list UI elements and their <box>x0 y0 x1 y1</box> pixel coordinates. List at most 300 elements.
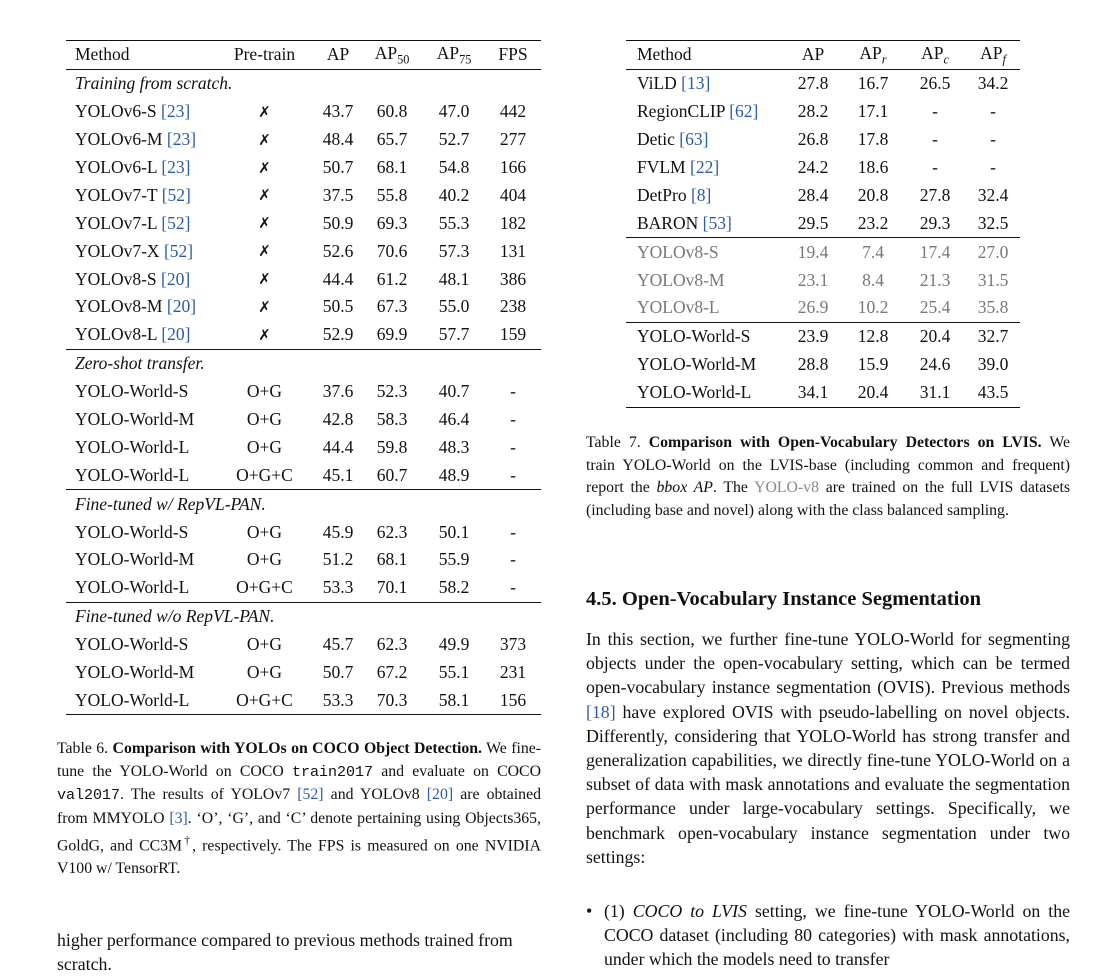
table-row <box>626 238 1020 266</box>
ap-cell: 28.4 <box>797 184 829 205</box>
ap75-cell: 48.9 <box>438 464 470 485</box>
method-name: DetPro <box>637 184 691 205</box>
ap50-cell: 58.3 <box>376 409 408 430</box>
method-name: YOLOv8-M <box>75 296 167 317</box>
ap75-cell: 55.9 <box>438 549 470 570</box>
ap-cell: 42.8 <box>322 409 354 430</box>
caption-gray-text: YOLO-v8 <box>754 479 820 496</box>
caption-text: We fine-tune the YOLO-World on COCO <box>57 740 542 780</box>
table6-section-row <box>66 490 541 518</box>
method-name: YOLOv7-T <box>75 184 162 205</box>
caption-text: . ‘O’, ‘G’, and ‘C’ denote pertaining using Objects365, GoldG, and CC3M <box>57 809 541 855</box>
ap50-cell: 69.3 <box>376 212 408 233</box>
method-name: ViLD <box>637 73 682 94</box>
apc-cell: 21.3 <box>919 269 951 290</box>
header-apc: $AP_c$ <box>921 42 949 67</box>
method-cell <box>66 574 214 602</box>
method-name: YOLO-World-L <box>75 436 190 457</box>
method-name: YOLOv7-X <box>75 240 164 261</box>
bullet-marker: • <box>586 901 593 921</box>
ap75-cell: 48.3 <box>438 436 470 457</box>
ap75-cell: 58.1 <box>438 689 470 710</box>
citation-link[interactable]: [20] <box>166 296 197 317</box>
caption-text: . The <box>712 479 755 496</box>
apc-cell: 25.4 <box>919 297 951 318</box>
caption-code: val2017 <box>57 787 121 804</box>
table-6 <box>66 40 541 715</box>
table-row <box>626 209 1020 237</box>
fps-cell: 373 <box>499 634 527 655</box>
pretrain-cell: O+G <box>246 634 283 655</box>
ap50-cell: 59.8 <box>376 436 408 457</box>
method-cell <box>66 686 214 714</box>
header-fps: FPS <box>498 44 528 65</box>
method-cell <box>626 181 784 209</box>
pretrain-cell: ✗ <box>258 270 271 289</box>
caption-text: . The results of YOLOv7 <box>120 786 298 803</box>
ap50-cell: 61.2 <box>376 268 408 289</box>
table-row <box>626 266 1020 294</box>
ap50-cell: 67.3 <box>376 296 408 317</box>
section-paragraph <box>586 627 1070 869</box>
ap-cell: 53.3 <box>322 577 354 598</box>
citation-link[interactable]: [62] <box>729 101 759 122</box>
method-cell <box>66 518 214 546</box>
citation-link[interactable]: [20] <box>426 786 454 803</box>
method-cell <box>66 406 214 434</box>
method-cell <box>626 154 784 182</box>
bullet-item <box>604 899 1070 972</box>
citation-link[interactable]: [52] <box>161 184 191 205</box>
method-name: YOLO-World-S <box>75 634 189 655</box>
section-label: Fine-tuned w/ RepVL-PAN. <box>75 493 266 514</box>
ap-cell: 28.2 <box>797 101 829 122</box>
table-row <box>626 154 1020 182</box>
method-cell <box>66 433 214 461</box>
apr-cell: 15.9 <box>857 354 889 375</box>
fps-cell: - <box>510 409 516 430</box>
ap-cell: 48.4 <box>322 129 354 150</box>
citation-link[interactable]: [52] <box>161 212 191 233</box>
apf-cell: 27.0 <box>977 241 1009 262</box>
ap75-cell: 55.1 <box>438 662 470 683</box>
method-name: YOLOv8-L <box>637 297 720 318</box>
pretrain-cell: ✗ <box>258 214 271 233</box>
ap75-cell: 52.7 <box>438 129 470 150</box>
method-cell <box>66 378 214 406</box>
method-name: YOLO-World-M <box>75 662 195 683</box>
method-cell <box>66 265 214 293</box>
fps-cell: - <box>510 549 516 570</box>
pretrain-cell: O+G <box>246 662 283 683</box>
ap-cell: 26.9 <box>797 297 829 318</box>
table-row <box>66 631 541 659</box>
ap-cell: 50.5 <box>322 296 354 317</box>
table-row <box>626 351 1020 379</box>
ap50-cell: 68.1 <box>376 157 408 177</box>
method-cell <box>66 98 214 126</box>
table6-section-row <box>66 602 541 630</box>
ap-cell: 27.8 <box>797 73 829 94</box>
citation-link[interactable]: [23] <box>161 101 191 122</box>
ap-cell: 23.1 <box>797 269 829 290</box>
apc-cell: - <box>932 129 938 150</box>
header-apr: $AP_r$ <box>859 42 887 67</box>
method-cell <box>66 546 214 574</box>
citation-link[interactable]: [52] <box>163 240 194 261</box>
method-name: YOLOv6-S <box>75 101 162 122</box>
method-cell <box>66 181 214 209</box>
ap-cell: 26.8 <box>797 129 829 150</box>
ap75-cell: 54.8 <box>438 157 470 177</box>
pretrain-cell: ✗ <box>258 102 271 121</box>
table-row <box>626 322 1020 350</box>
table-row <box>66 209 541 237</box>
ap50-cell: 62.3 <box>376 521 408 542</box>
pretrain-cell: ✗ <box>258 297 271 316</box>
fps-cell: 442 <box>499 101 527 122</box>
method-name: YOLO-World-L <box>75 689 190 710</box>
header-apf: $AP_f$ <box>980 42 1006 67</box>
pretrain-cell: ✗ <box>258 130 271 149</box>
table-row <box>66 518 541 546</box>
apf-cell: 31.5 <box>977 269 1009 290</box>
ap50-cell: 69.9 <box>376 324 408 345</box>
table-row <box>66 154 541 182</box>
table6-section-row <box>66 69 541 97</box>
bullet-emphasis: COCO to LVIS <box>632 901 747 921</box>
ap50-cell: 70.6 <box>376 240 408 261</box>
dagger-mark: † <box>182 835 193 847</box>
ap50-cell: 68.1 <box>376 549 408 570</box>
method-cell <box>66 461 214 489</box>
citation-link[interactable]: [53] <box>702 212 732 233</box>
ap50-cell: 60.8 <box>376 101 408 122</box>
apf-cell: 32.7 <box>977 326 1009 347</box>
apr-cell: 12.8 <box>857 326 889 347</box>
caption-text: are trained on the full LVIS datasets (including base and novel) along with the class balanced sampling. <box>586 479 1070 519</box>
caption-code: train2017 <box>291 763 373 781</box>
method-cell <box>626 98 784 126</box>
citation-link[interactable]: [8] <box>690 184 712 205</box>
apr-cell: 16.7 <box>857 73 889 94</box>
paragraph-text: In this section, we further fine-tune YOLO-World for segmenting objects under the open-vocabulary setting, which can be termed open-vocabulary instance segmentation (OVIS). Previous methods <box>586 629 1070 698</box>
pretrain-cell: O+G <box>246 381 283 402</box>
method-cell <box>626 322 784 350</box>
apc-cell: 27.8 <box>919 184 951 205</box>
citation-link[interactable]: [52] <box>297 786 324 803</box>
ap-cell: 24.2 <box>797 157 829 177</box>
fps-cell: - <box>510 577 516 598</box>
pretrain-cell: O+G+C <box>236 464 293 485</box>
section-label: Fine-tuned w/o RepVL-PAN. <box>75 606 275 627</box>
fps-cell: 166 <box>499 157 527 177</box>
apf-cell: - <box>990 129 996 150</box>
fps-cell: 231 <box>499 662 527 683</box>
caption-title: Comparison with YOLOs on COCO Object Detection. <box>112 740 482 757</box>
pretrain-cell: O+G+C <box>236 689 293 710</box>
ap75-cell: 55.0 <box>438 296 470 317</box>
pretrain-cell: ✗ <box>258 158 271 177</box>
fps-cell: 182 <box>499 212 527 233</box>
citation-link[interactable]: [13] <box>681 73 711 94</box>
ap75-cell: 48.1 <box>438 268 470 289</box>
method-cell <box>626 294 784 322</box>
pretrain-cell: ✗ <box>258 325 271 344</box>
ap-cell: 50.7 <box>322 662 354 683</box>
caption-label: Table 6. <box>57 740 109 757</box>
fps-cell: - <box>510 436 516 457</box>
ap50-cell: 70.3 <box>376 689 408 710</box>
method-name: YOLO-World-L <box>75 577 190 598</box>
apf-cell: 43.5 <box>977 382 1009 403</box>
table-row <box>66 126 541 154</box>
table6-caption <box>57 738 541 880</box>
ap50-cell: 62.3 <box>376 634 408 655</box>
pretrain-cell: O+G <box>246 436 283 457</box>
method-cell <box>66 293 214 321</box>
apr-cell: 7.4 <box>862 241 884 262</box>
method-name: YOLOv8-S <box>75 268 162 289</box>
method-cell <box>66 321 214 349</box>
method-name: RegionCLIP <box>637 101 730 122</box>
apr-cell: 8.4 <box>862 269 884 290</box>
apr-cell: 18.6 <box>857 157 889 177</box>
method-name: YOLO-World-S <box>637 326 751 347</box>
method-name: YOLOv6-L <box>75 157 162 177</box>
apf-cell: 34.2 <box>977 73 1009 94</box>
method-name: YOLOv8-L <box>75 324 162 345</box>
ap75-cell: 47.0 <box>438 101 470 122</box>
apc-cell: - <box>932 101 938 122</box>
ap-cell: 53.3 <box>322 689 354 710</box>
table-row <box>66 433 541 461</box>
method-cell <box>626 351 784 379</box>
apr-cell: 10.2 <box>857 297 889 318</box>
apr-cell: 17.1 <box>857 101 889 122</box>
method-name: YOLO-World-S <box>75 381 189 402</box>
ap-cell: 19.4 <box>797 241 829 262</box>
ap-cell: 29.5 <box>797 212 829 233</box>
apf-cell: 35.8 <box>977 297 1009 318</box>
ap50-cell: 55.8 <box>376 184 408 205</box>
citation-link[interactable]: [63] <box>679 129 709 150</box>
method-name: YOLOv6-M <box>75 129 167 150</box>
apc-cell: - <box>932 157 938 177</box>
apr-cell: 23.2 <box>857 212 889 233</box>
method-cell <box>626 69 784 97</box>
ap50-cell: 67.2 <box>376 662 408 683</box>
table-row <box>66 321 541 349</box>
ap75-cell: 49.9 <box>438 634 470 655</box>
ap-cell: 44.4 <box>322 436 354 457</box>
citation-link[interactable]: [18] <box>586 701 616 722</box>
method-name: YOLO-World-M <box>637 354 757 375</box>
ap75-cell: 40.2 <box>438 184 470 205</box>
apf-cell: 39.0 <box>977 354 1009 375</box>
caption-emphasis: bbox AP <box>656 479 713 496</box>
fps-cell: - <box>510 521 516 542</box>
citation-link[interactable]: [22] <box>690 157 720 177</box>
apf-cell: - <box>990 101 996 122</box>
method-name: FVLM <box>637 157 690 177</box>
caption-text: and YOLOv8 <box>323 786 427 803</box>
apc-cell: 31.1 <box>919 382 951 403</box>
ap50-cell: 70.1 <box>376 577 408 598</box>
table-row <box>66 659 541 687</box>
table-row <box>626 294 1020 322</box>
pretrain-cell: ✗ <box>258 186 271 205</box>
bullet-text: setting, we fine-tune YOLO-World on the COCO dataset (including 80 categories) with mask annotations, under which the models need to transfer <box>604 901 1070 970</box>
caption-text: are obtained from MMYOLO <box>57 786 541 827</box>
ap-cell: 23.9 <box>797 326 829 347</box>
ap-cell: 34.1 <box>797 382 829 403</box>
table7-caption <box>586 432 1070 522</box>
citation-link[interactable]: [23] <box>166 129 197 150</box>
ap-cell: 50.7 <box>322 157 354 177</box>
method-cell <box>626 126 784 154</box>
header-ap75: $AP_{75}$ <box>436 42 472 67</box>
ap-cell: 43.7 <box>322 101 354 122</box>
header-ap: AP <box>326 44 350 65</box>
method-cell <box>626 266 784 294</box>
apr-cell: 20.8 <box>857 184 889 205</box>
table-row <box>66 237 541 265</box>
method-name: YOLO-World-L <box>637 382 752 403</box>
pretrain-cell: O+G <box>246 549 283 570</box>
paragraph-text: have explored OVIS with pseudo-labelling on novel objects. Differently, considering that YOLO-World has strong transfer and generalization capabilities, we directly fine-tune YOLO-World on a subset of data with mask annotations and evaluate the segmentation performance under large-vocabulary settings. Specifically, we benchmark open-vocabulary instance segmentation under two settings: <box>586 701 1070 867</box>
ap-cell: 45.9 <box>322 521 354 542</box>
method-cell <box>66 126 214 154</box>
ap-cell: 52.9 <box>322 324 354 345</box>
caption-text: and evaluate on COCO <box>372 762 541 780</box>
table7-header-row <box>626 41 1020 70</box>
fps-cell: - <box>510 464 516 485</box>
fps-cell: 277 <box>499 129 527 150</box>
table-row <box>66 181 541 209</box>
citation-link[interactable]: [3] <box>169 809 188 827</box>
header-pretrain: Pre-train <box>233 44 296 65</box>
table6-header-row <box>66 41 541 70</box>
table-row <box>626 379 1020 407</box>
apc-cell: 26.5 <box>919 73 951 94</box>
citation-link[interactable]: [20] <box>161 324 191 345</box>
table-row <box>66 293 541 321</box>
method-cell <box>66 209 214 237</box>
table-row <box>626 69 1020 97</box>
table-row <box>626 126 1020 154</box>
ap-cell: 44.4 <box>322 268 354 289</box>
ap75-cell: 58.2 <box>438 577 470 598</box>
ap-cell: 50.9 <box>322 212 354 233</box>
fps-cell: 404 <box>499 184 527 205</box>
bullet-text: (1) <box>604 901 633 921</box>
table-row <box>66 574 541 602</box>
header-method: Method <box>637 44 692 65</box>
fps-cell: 386 <box>499 268 527 289</box>
method-cell <box>66 659 214 687</box>
table6-section-row <box>66 349 541 377</box>
table-row <box>66 406 541 434</box>
ap75-cell: 40.7 <box>438 381 470 402</box>
section-label: Training from scratch. <box>75 73 233 94</box>
method-name: YOLO-World-S <box>75 521 189 542</box>
method-cell <box>66 631 214 659</box>
fps-cell: 131 <box>499 240 527 261</box>
pretrain-cell: O+G <box>246 521 283 542</box>
method-name: YOLO-World-M <box>75 409 195 430</box>
apf-cell: 32.5 <box>977 212 1009 233</box>
method-name: YOLO-World-L <box>75 464 190 485</box>
apc-cell: 29.3 <box>919 212 951 233</box>
method-name: YOLO-World-M <box>75 549 195 570</box>
caption-title: Comparison with Open-Vocabulary Detectors on LVIS. <box>648 434 1042 451</box>
method-name: BARON <box>637 212 703 233</box>
method-cell <box>626 238 784 266</box>
ap75-cell: 55.3 <box>438 212 470 233</box>
method-name: YOLOv7-L <box>75 212 162 233</box>
section-label: Zero-shot transfer. <box>75 353 205 374</box>
fps-cell: 156 <box>499 689 527 710</box>
ap50-cell: 60.7 <box>376 464 408 485</box>
apc-cell: 17.4 <box>919 241 951 262</box>
method-cell <box>66 237 214 265</box>
header-ap50: $AP_{50}$ <box>374 42 410 67</box>
ap75-cell: 57.3 <box>438 240 470 261</box>
table-row <box>66 265 541 293</box>
apf-cell: - <box>990 157 996 177</box>
apr-cell: 20.4 <box>857 382 889 403</box>
caption-label: Table 7. <box>586 434 641 451</box>
fps-cell: 238 <box>499 296 527 317</box>
method-cell <box>66 154 214 182</box>
caption-text: We train YOLO-World on the LVIS-base (including common and frequent) report the <box>586 434 1071 496</box>
method-cell <box>626 209 784 237</box>
fps-cell: 159 <box>499 324 527 345</box>
apc-cell: 24.6 <box>919 354 951 375</box>
ap-cell: 51.2 <box>322 549 354 570</box>
ap75-cell: 46.4 <box>438 409 470 430</box>
section-heading: 4.5. Open-Vocabulary Instance Segmentation <box>586 588 982 610</box>
method-name: Detic <box>637 129 680 150</box>
ap-cell: 37.6 <box>322 381 354 402</box>
header-ap: AP <box>801 44 825 65</box>
apf-cell: 32.4 <box>977 184 1009 205</box>
pretrain-cell: O+G+C <box>236 577 293 598</box>
pretrain-cell: ✗ <box>258 242 271 261</box>
method-name: YOLOv8-S <box>637 241 719 262</box>
fps-cell: - <box>510 381 516 402</box>
left-tail-paragraph: higher performance compared to previous methods trained from scratch. <box>57 930 513 975</box>
ap-cell: 52.6 <box>322 240 354 261</box>
caption-text: , respectively. The FPS is measured on one NVIDIA V100 w/ TensorRT. <box>57 837 541 877</box>
table-row <box>626 98 1020 126</box>
table-7 <box>626 40 1020 408</box>
apc-cell: 20.4 <box>919 326 951 347</box>
table-row <box>66 98 541 126</box>
table-row <box>66 686 541 714</box>
table-row <box>66 378 541 406</box>
pretrain-cell: O+G <box>246 409 283 430</box>
ap-cell: 45.1 <box>322 464 354 485</box>
method-cell <box>626 379 784 407</box>
method-name: YOLOv8-M <box>637 269 725 290</box>
header-method: Method <box>75 44 130 65</box>
citation-link[interactable]: [23] <box>161 157 191 177</box>
ap50-cell: 52.3 <box>376 381 408 402</box>
citation-link[interactable]: [20] <box>161 268 191 289</box>
ap-cell: 45.7 <box>322 634 354 655</box>
